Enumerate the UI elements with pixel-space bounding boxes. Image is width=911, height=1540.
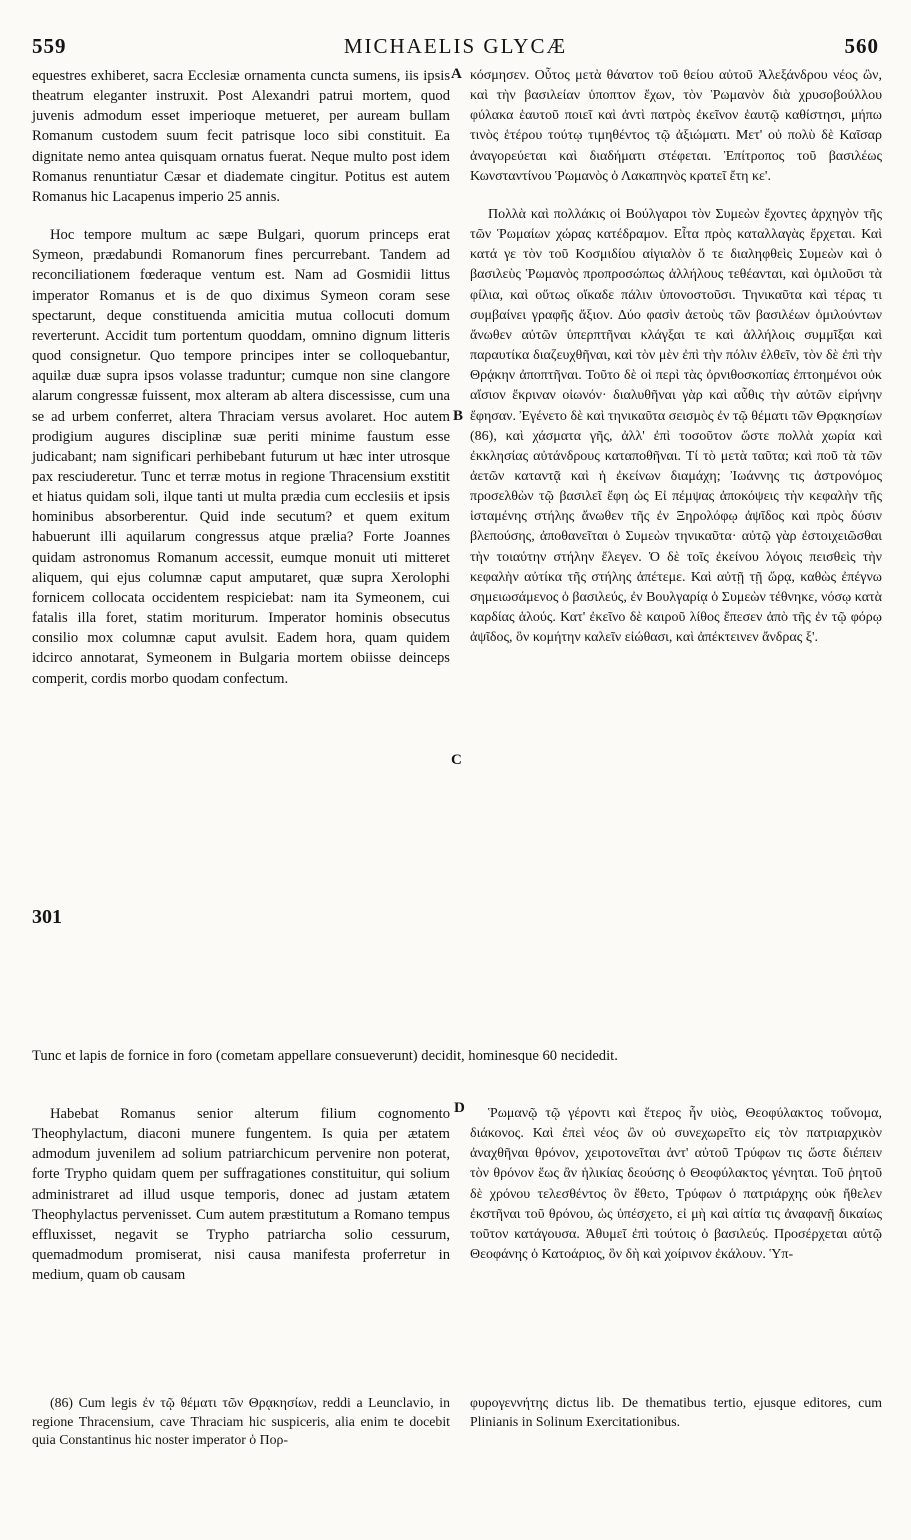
margin-letter-d: D (454, 1100, 465, 1116)
margin-letter-a: A (451, 66, 462, 82)
latin-paragraph-2: Hoc tempore multum ac sæpe Bulgari, quorum princeps erat Symeon, prædabundi Romanorum fines percurrebant. Tandem ad reconciliationem fœderaque ventum est. Nam ad Gosmidii littus imperator Romanus et is de quo diximus Symeon coram sese spectarunt, deque constituenda amicitia mutua collocuti domum reverterunt. Accidit tum portentum quoddam, omnino dignum litteris quod consignetur. Quo tempore principes inter se colloquebantur, aquilæ duæ supra ipsos volasse traduntur; cumque non sine clangore alarum congressæ fuissent, mox alteram ab altera discessisse, cum una se ad urbem conferret, altera Thraciam versus avolaret. Hoc autem prodigium augures disciplinæ suæ periti minime faustum esse judicabant; nam significari perhibebant futurum ut hæc inter utrosque pax resciuderetur. Tunc et terræ motus in regione Thracensium exstitit et hiatus quidam soli, ilque tanti ut multa prædia cum ecclesiis et ipsis hominibus absorberentur. Quid inde secutum? et quem exitum habuerunt illi aquilarum congressus atque prælia? Forte Joannes quidam astronomus Romanum accessit, eumque monuit uti mitteret aliquem, qui ejus columnæ caput amputaret, quæ supra Xerolophi fornicem collocata occidentem respiciebat: nam ita Symeonem, cui fatalis illa foret, statim moriturum. Imperator hominis obsecutus consilio mox columnæ caput avulsit. Eadem hora, quam quidem idcirco annotarat, Symeonem in Bulgaria mortem obiisse deinceps comperit, cordis morbo quodam confectum. (32, 227, 450, 687)
full-width-line: Tunc et lapis de fornice in foro (cometam appellare consueverunt) decidit, hominesque 60 necidedit. (32, 1048, 618, 1064)
running-title: MICHAELIS GLYCÆ (343, 34, 568, 58)
latin-paragraph-1: equestres exhiberet, sacra Ecclesiæ ornamenta cuncta sumens, iis ipsis theatrum eleganter instruxit. Post Alexandri patrui mortem, quod juvenis admodum esset imperioque metueret, per auream bullam Romanum custodem suum fecit patrisque loco sibi constituit. Ea dignitate nemo antea quisquam ornatus fuerat. Neque multo post idem Romanus renuntiatur Cæsar et diademate cingitur. Potitus est autem Romanus hic Lacapenus imperio 25 annis. (32, 68, 450, 205)
greek-paragraph-1: κόσμησεν. Οὗτος μετὰ θάνατον τοῦ θείου αὐτοῦ Ἀλεξάνδρου νέος ὢν, καὶ τὴν βασιλείαν ὑποπτον ἔχων, τὸν Ῥωμανὸν διὰ χρυσοβούλλου φύλακα ἑαυτοῦ ποιεῖ καὶ ἀντὶ πατρὸς ἐκεῖνον ἑαυτῷ καθίστησι, μήπω τινὸς ἑτέρου τούτῳ τιμηθέντος τῷ ἀξιώματι. Μετ' οὐ πολὺ δὲ Καῖσαρ ἀναγορεύεται καὶ διαδήματι στέφεται. Ἐπίτροπος τοῦ βασιλέως Κωνσταντίνου Ῥωμανὸς ὁ Λακαπηνὸς κρατεῖ ἔτη κε'. (470, 68, 882, 184)
latin-paragraph-d: Habebat Romanus senior alterum filium cognomento Theophylactum, diaconi munere fungentem. Is quia per ætatem admodum juvenilem ad solium patriarchicum pervenire non poterat, forte Trypho quidam quem per suffragationes constituitur, qui solium administraret ad illud usque temporis, donec ad justam ætatem Theophylactus pervenisset. Cum autem præstitutum a Romano tempus effluxisset, negavit se Trypho patriarcha solio cessurum, quemadmodum promiserat, nisi causa manifesta proferretur in medium, quam ob causam (32, 1106, 450, 1284)
greek-column-lower (470, 1104, 882, 1265)
margin-letter-c: C (451, 752, 462, 768)
footnote-left-text: (86) Cum legis ἐν τῷ θέματι τῶν Θρᾳκησίων, reddi a Leunclavio, in regione Thracensium, cave Thraciam hic suspiceris, alia enim te docebit quia Constantinus hic noster imperator ὁ Πορ- (32, 1395, 450, 1448)
footnote-right-text: φυρογεννήτης dictus lib. De thematibus tertio, ejusque editores, cum Plinianis in Solinum Exercitationibus. (470, 1395, 882, 1429)
page-header (32, 34, 879, 62)
page-number-right: 560 (844, 34, 879, 58)
footnote-right (470, 1394, 882, 1431)
greek-paragraph-2: Πολλὰ καὶ πολλάκις οἱ Βούλγαροι τὸν Συμεὼν ἔχοντες ἀρχηγὸν τῆς τῶν Ῥωμαίων χώρας κατέδραμον. Εἶτα πρὸς καταλλαγὰς ἔρχεται. Καὶ κατά γε τὸν τοῦ Κοσμιδίου αἰγιαλὸν ὅ τε διαληφθεὶς Συμεὼν καὶ ὁ βασιλεὺς Ῥωμανὸς προπροσώπως ἀλλήλους τεθέανται, καὶ ὁμιλοῦσι τὰ φίλια, καὶ οὕτως οἴκαδε πάλιν ὑπονοστοῦσι. Τηνικαῦτα καὶ τέρας τι συμβαίνει γραφῆς ἄξιον. Δύο φασὶν ἀετοὺς τῶν βασιλέων ὁμιλούντων ἄνωθεν αὐτῶν ὑπερπτῆναι κλάγξαι τε καὶ ἀλλήλοις συμμῖξαι καὶ παραυτίκα διαζευχθῆναι, καὶ τὸν μὲν ἐπὶ τὴν πόλιν ἐλθεῖν, τὸν δὲ ἐπὶ τὴν Θρᾴκην ἀποπτῆναι. Τοῦτο δὲ οἱ περὶ τὰς ὀρνιθοσκοπίας ἐπτοημένοι οὐκ αἴσιον ἔκριναν οἰωνόν· διαλυθῆναι γὰρ καὶ αὖθις τὴν αὐτῶν εἰρήνην ἔφησαν. Ἐγένετο δὲ καὶ τηνικαῦτα σεισμὸς ἐν τῷ θέματι τῶν Θρᾳκησίων (86), καὶ χάσματα γῆς, ἀλλ' ἐπὶ τοσοῦτον ὥστε πολλὰ χωρία καὶ ἐκκλησίας αὐτάνδρους καταποθῆναι. Τί τὸ μετὰ ταῦτα; καὶ ποῦ τὰ τῶν ἀετῶν καταντᾷ καὶ ἡ ἐκείνων διαμάχη; Ἰωάννης τις ἀστρονόμος προσελθὼν τῷ βασιλεῖ ἔφη ὡς Εἰ πέμψας ἀποκόψεις τὴν κεφαλὴν τῆς ἱσταμένης στήλης ἄνωθεν τῆς ἐν Ξηρολόφῳ ἀψῖδος καὶ πρὸς δύσιν βλεπούσης, ἀποθανεῖται ὁ Συμεὼν τηνικαῦτα· αὐτῷ γὰρ ἐστοιχειῶσθαι τὴν τοιαύτην στήλην ἔλεγεν. Ὁ δὲ τοῖς ἐκείνου λόγοις πεισθεὶς τὴν κεφαλὴν αὐτίκα τῆς στήλης ἀπέτεμε. Καὶ αὐτῇ τῇ ὥρᾳ, καθὼς ἐπέγνω σημειωσάμενος ὁ βασιλεύς, ἐν Βουλγαρίᾳ ὁ Συμεὼν τέθνηκε, νόσῳ κατὰ καρδίας ἁλούς. Κατ' ἐκεῖνο δὲ καιροῦ λίθος ἔπεσεν ἀπὸ τῆς ἐν τῷ φόρῳ ἀψῖδος, ὃν κομήτην καλεῖν εἰώθασι, καὶ ἀπέκτεινεν ἄνδρας ξ'. (470, 206, 882, 646)
greek-paragraph-d: Ῥωμανῷ τῷ γέροντι καὶ ἕτερος ἦν υἱὸς, Θεοφύλακτος τοὔνομα, διάκονος. Καὶ ἐπεὶ νέος ὢν οὐ συνεχωρεῖτο εἰς τὸν πατριαρχικὸν ἀναχθῆναι θρόνον, χειροτονεῖται ἀντ' αὐτοῦ Τρύφων τις ὥστε διέπειν τὸν θρόνον ἕως ἂν ἡλικίας δεούσης ὁ Θεοφύλακτος γένηται. Τοῦ ῥητοῦ δὲ χρόνου τελεσθέντος ὃν ἔθετο, Τρύφων ὁ πατριάρχης οὐκ ἤθελεν ἐκστῆναι τοῦ θρόνου, ὡς ὑπέσχετο, εἰ μὴ καὶ αἰτία τις ἀναφανῇ δικαίως τοῦτον κατάγουσα. Ἀθυμεῖ ἐπὶ τούτοις ὁ βασιλεύς. Προσέρχεται αὐτῷ Θεοφάνης ὁ Κατοάριος, ὃν δὴ καὶ χοίρινον ἐκάλουν. Ὑπ- (470, 1106, 882, 1263)
latin-column-lower (32, 1104, 450, 1285)
footnote-left (32, 1394, 450, 1450)
page-number-left: 559 (32, 34, 67, 58)
greek-column-upper (470, 66, 882, 648)
margin-number: 301 (32, 906, 62, 928)
margin-letter-b: B (453, 408, 464, 424)
latin-column-upper (32, 66, 450, 689)
